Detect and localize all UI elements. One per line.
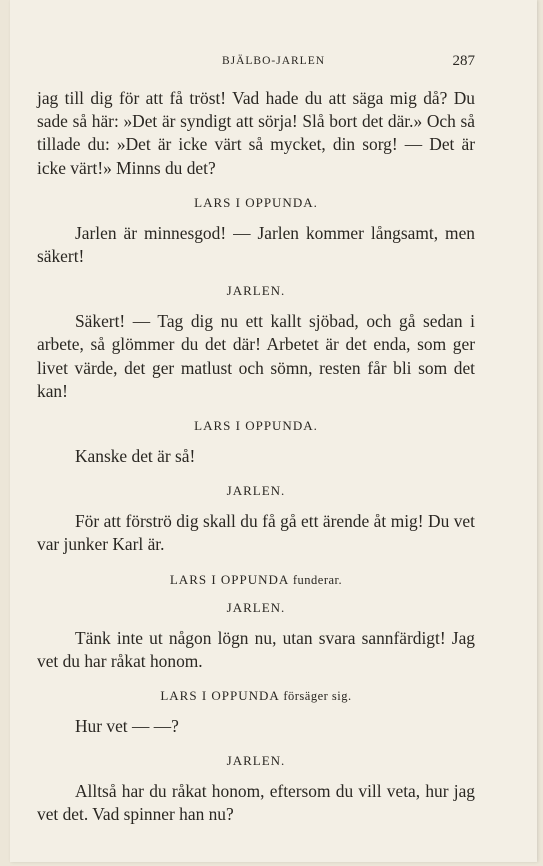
speaker-name: LARS I OPPUNDA.: [194, 418, 318, 434]
speaker-name: JARLEN.: [226, 483, 286, 499]
paragraph: jag till dig för att få tröst! Vad hade du att säga mig då? Du sade så här: »Det är syndigt att sörja! Slå bort det där.» Och så tillade du: »Det är icke värt så mycket, din sorg! — Det är icke värt!» Minns du det?: [37, 88, 475, 178]
paragraph: Jarlen är minnesgod! — Jarlen kommer långsamt, men säkert!: [37, 222, 475, 267]
speaker-name: JARLEN.: [226, 753, 286, 769]
running-header: [10, 55, 537, 71]
speaker-with-direction: [37, 571, 475, 589]
book-page: [10, 0, 537, 862]
paragraph: För att förströ dig skall du få gå ett ärende åt mig! Du vet var junker Karl är.: [37, 511, 475, 555]
paragraph: Alltså har du råkat honom, eftersom du vill veta, hur jag vet det. Vad spinner han nu?: [37, 781, 475, 825]
speaker-name: JARLEN.: [226, 283, 286, 299]
paragraph: Säkert! — Tag dig nu ett kallt sjöbad, och gå sedan i arbete, så glömmer du det där! Arbetet är det enda, som ger livet värde, det ger matlust och sömn, resten får bli som det kan!: [37, 311, 475, 401]
page-text: [37, 87, 475, 827]
running-title: BJÄLBO-JARLEN: [221, 55, 326, 67]
paragraph: Tänk inte ut någon lögn nu, utan svara sannfärdigt! Jag vet du har råkat honom.: [37, 627, 475, 671]
paragraph: Kanske det är så!: [75, 446, 196, 467]
stage-direction: funderar.: [292, 572, 343, 587]
speaker-name: LARS I OPPUNDA: [169, 571, 289, 587]
speaker-with-direction: [37, 687, 475, 705]
paragraph: Hur vet — —?: [75, 716, 179, 737]
speaker-name: LARS I OPPUNDA.: [194, 194, 318, 210]
stage-direction: försäger sig.: [283, 689, 352, 704]
page-number: 287: [452, 53, 475, 69]
speaker-name: JARLEN.: [226, 599, 286, 615]
speaker-name: LARS I OPPUNDA: [160, 688, 280, 704]
